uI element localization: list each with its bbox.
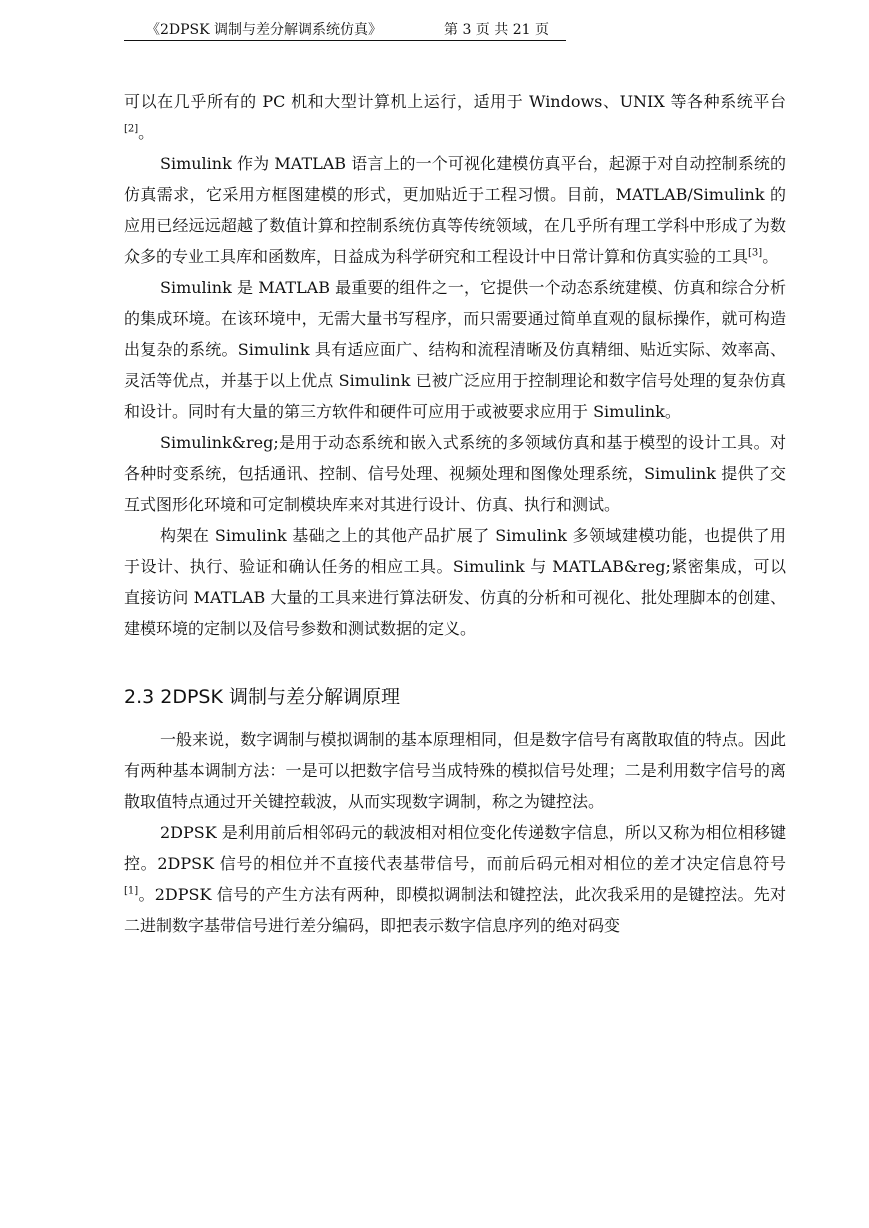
paragraph-text: Simulink 是 MATLAB 最重要的组件之一，它提供一个动态系统建模、仿真和综合分析的集成环境。在该环境中，无需大量书写程序，而只需要通过简单直观的鼠标操作，就可构造出复杂的系统。Simulink 具有适应面广、结构和流程清晰及仿真精细、贴近实际、效率高、灵活等优点，并基于以上优点 Simulink 已被广泛应用于控制理论和数字信号处理的复杂仿真和设计。同时有大量的第三方软件和硬件可应用于或被要求应用于 Simulink。 bbox=[124, 278, 786, 421]
citation: [3] bbox=[748, 247, 763, 259]
header-title: 《2DPSK 调制与差分解调系统仿真》 bbox=[146, 22, 383, 38]
paragraph bbox=[124, 272, 786, 427]
paragraph-tail: 。 bbox=[762, 247, 779, 266]
citation: [1] bbox=[124, 885, 139, 897]
paragraph-text: 2DPSK 是利用前后相邻码元的载波相对相位变化传递数字信息，所以又称为相位相移键控。2DPSK 信号的相位并不直接代表基带信号，而前后码元相对相位的差才决定信息符号 bbox=[124, 823, 786, 873]
document-body bbox=[124, 86, 786, 941]
paragraph bbox=[124, 724, 786, 817]
paragraph bbox=[124, 148, 786, 272]
paragraph-text: 构架在 Simulink 基础之上的其他产品扩展了 Simulink 多领域建模功能，也提供了用于设计、执行、验证和确认任务的相应工具。Simulink 与 MATLAB&reg;紧密集成，可以直接访问 MATLAB 大量的工具来进行算法研发、仿真的分析和可视化、批处理脚本的创建、建模环境的定制以及信号参数和测试数据的定义。 bbox=[124, 526, 786, 638]
paragraph-text: Simulink 作为 MATLAB 语言上的一个可视化建模仿真平台，起源于对自动控制系统的仿真需求，它采用方框图建模的形式，更加贴近于工程习惯。目前，MATLAB/Simulink 的应用已经远远超越了数值计算和控制系统仿真等传统领域，在几乎所有理工学科中形成了为数众多的专业工具库和函数库，日益成为科学研究和工程设计中日常计算和仿真实验的工具 bbox=[124, 154, 786, 266]
paragraph bbox=[124, 520, 786, 644]
section-heading: 2.3 2DPSK 调制与差分解调原理 bbox=[124, 686, 400, 708]
citation: [2] bbox=[124, 123, 139, 135]
header-page-info: 第 3 页 共 21 页 bbox=[444, 22, 549, 38]
paragraph-tail: 。2DPSK 信号的产生方法有两种，即模拟调制法和键控法，此次我采用的是键控法。先对二进制数字基带信号进行差分编码，即把表示数字信息序列的绝对码变 bbox=[124, 885, 786, 935]
paragraph bbox=[124, 817, 786, 941]
paragraph-tail: 。 bbox=[138, 123, 155, 142]
paragraph-text: 可以在几乎所有的 PC 机和大型计算机上运行，适用于 Windows、UNIX 等各种系统平台 bbox=[124, 92, 786, 111]
paragraph-text: 一般来说，数字调制与模拟调制的基本原理相同，但是数字信号有离散取值的特点。因此有两种基本调制方法：一是可以把数字信号当成特殊的模拟信号处理；二是利用数字信号的离散取值特点通过开关键控载波，从而实现数字调制，称之为键控法。 bbox=[124, 730, 786, 811]
paragraph bbox=[124, 86, 786, 148]
paragraph bbox=[124, 427, 786, 520]
paragraph-text: Simulink&reg;是用于动态系统和嵌入式系统的多领域仿真和基于模型的设计工具。对各种时变系统，包括通讯、控制、信号处理、视频处理和图像处理系统，Simulink 提供了交互式图形化环境和可定制模块库来对其进行设计、仿真、执行和测试。 bbox=[124, 433, 786, 514]
page-header bbox=[124, 20, 566, 41]
